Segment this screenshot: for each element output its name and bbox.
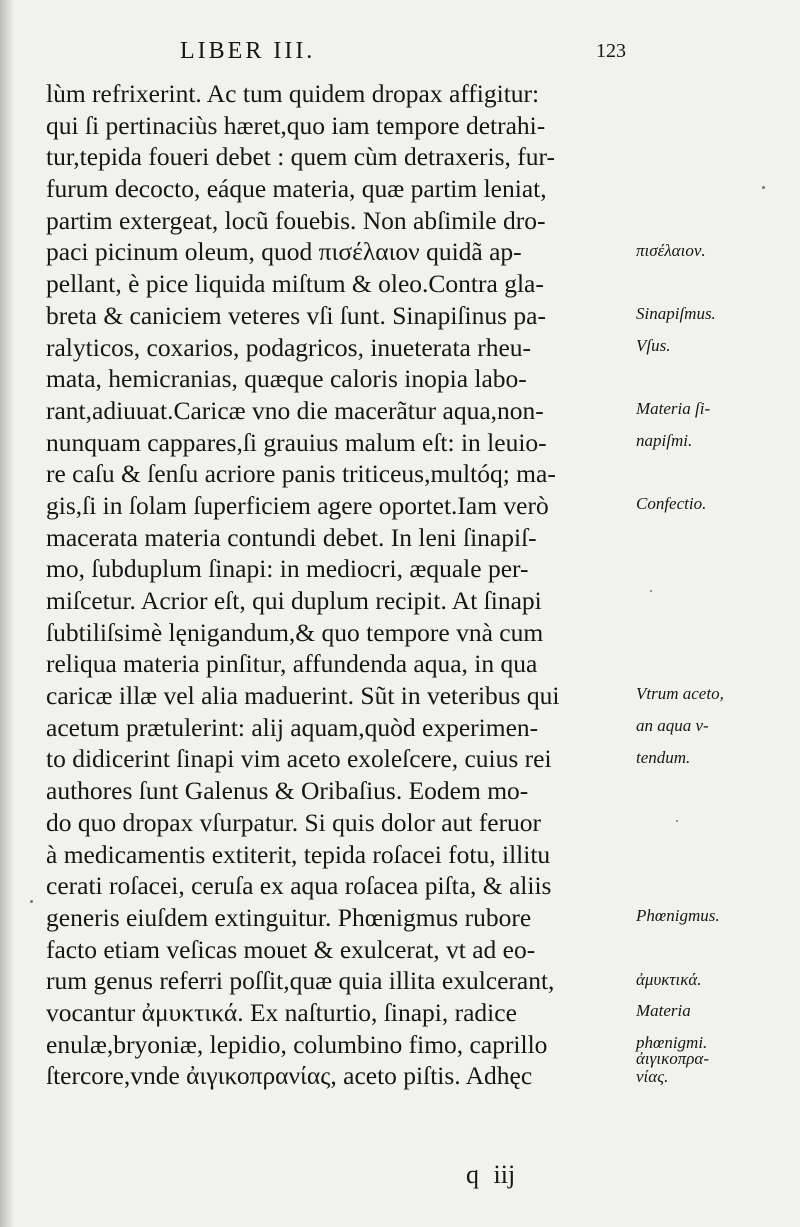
page-number: 123 [596, 40, 626, 62]
text-line: ralyticos, coxarios, podagricos, inueterata rheu- [46, 332, 532, 362]
margin-note: ἀιγικοπρα- [636, 1048, 709, 1068]
margin-note: πισέλαιον. [636, 240, 706, 260]
text-line: pellant, è pice liquida miſtum & oleo.Contra gla- [46, 269, 544, 299]
margin-note: Vſus. [636, 335, 671, 355]
main-text-block [46, 78, 646, 1092]
paper-speck [676, 820, 678, 822]
text-line: mata, hemicranias, quæque caloris inopia labo- [46, 364, 527, 394]
text-line: facto etiam veſicas mouet & exulcerat, vt ad eo- [46, 934, 536, 964]
text-line: furum decocto, eáque materia, quæ partim leniat, [46, 174, 547, 204]
text-line: to didicerint ſinapi vim aceto exoleſcere, cuius rei [46, 744, 552, 774]
margin-note: Sinapiſmus. [636, 303, 716, 323]
text-line: rant,adiuuat.Caricæ vno die macerãtur aqua,non- [46, 395, 544, 425]
text-line: lùm refrixerint. Ac tum quidem dropax affigitur: [46, 79, 540, 108]
paper-speck [650, 590, 652, 592]
text-line: reliqua materia pinſitur, affundenda aqua, in qua [46, 649, 538, 679]
text-line: mo, ſubduplum ſinapi: in mediocri, æquale per- [46, 554, 529, 584]
text-line: enulæ,bryoniæ, lepidio, columbino fimo, caprillo [46, 1029, 548, 1059]
text-line: à medicamentis extiterit, tepida roſacei fotu, illitu [46, 839, 551, 869]
margin-note: ἀμυκτικά. [636, 969, 702, 989]
text-line: gis,ſi in ſolam ſuperficiem agere oportet.Iam verò [46, 490, 549, 520]
margin-note: an aqua v- [636, 716, 709, 735]
gutter-shadow [0, 0, 14, 1227]
text-line: qui ſi pertinaciùs hæret,quo iam tempore detrahi- [46, 110, 546, 140]
text-line: paci picinum oleum, quod πισέλαιον quidã ap- [46, 237, 522, 267]
margin-note: Materia ſi- [636, 399, 711, 418]
text-line: re caſu & ſenſu acriore panis triticeus,multóq; ma- [46, 459, 556, 489]
signature-mark: q iij [466, 1160, 516, 1189]
margin-note: Phœnigmus. [636, 906, 720, 926]
margin-note: Vtrum aceto, [636, 684, 724, 704]
text-line: ſubtiliſsimè lęnigandum,& quo tempore vnà cum [46, 617, 544, 647]
margin-note: tendum. [636, 747, 691, 767]
text-line: macerata materia contundi debet. In leni ſinapiſ- [46, 522, 537, 552]
margin-note: phœnigmi. [636, 1033, 708, 1052]
margin-note: Materia [636, 1001, 691, 1021]
text-line: breta & caniciem veteres vſi ſunt. Sinapiſinus pa- [46, 300, 546, 330]
margin-note: napiſmi. [636, 430, 693, 450]
paper-speck [30, 900, 33, 903]
text-line: nunquam cappares,ſi grauius malum eſt: in leuio- [46, 427, 547, 457]
text-line: do quo dropax vſurpatur. Si quis dolor aut feruor [46, 807, 542, 837]
text-line: tur,tepida foueri debet : quem cùm detraxeris, fur- [46, 142, 555, 172]
text-line: vocantur ἀμυκτικά. Ex naſturtio, ſinapi, radice [46, 997, 517, 1027]
text-line: rum genus referri poſſit,quæ quia illita exulcerant, [46, 966, 555, 996]
text-line: miſcetur. Acrior eſt, qui duplum recipit. At ſinapi [46, 586, 542, 615]
running-head: LIBER III. [180, 38, 316, 64]
margin-note: νίας. [636, 1066, 669, 1086]
text-line: ſtercore,vnde ἀιγικοπρανίας, aceto piſtis. Adhęc [46, 1061, 533, 1091]
margin-note: Confectio. [636, 494, 707, 514]
text-line: authores ſunt Galenus & Oribaſius. Eodem mo- [46, 776, 529, 806]
text-line: cerati roſacei, ceruſa ex aqua roſacea piſta, & aliis [46, 871, 552, 901]
paper-speck [762, 186, 765, 189]
text-line: caricæ illæ vel alia maduerint. Sũt in veteribus qui [46, 681, 560, 711]
text-line: acetum prætulerint: alij aquam,quòd experimen- [46, 712, 539, 742]
text-line: generis eiuſdem extinguitur. Phœnigmus rubore [46, 902, 532, 932]
text-line: partim extergeat, locũ fouebis. Non abſimile dro- [46, 205, 546, 235]
